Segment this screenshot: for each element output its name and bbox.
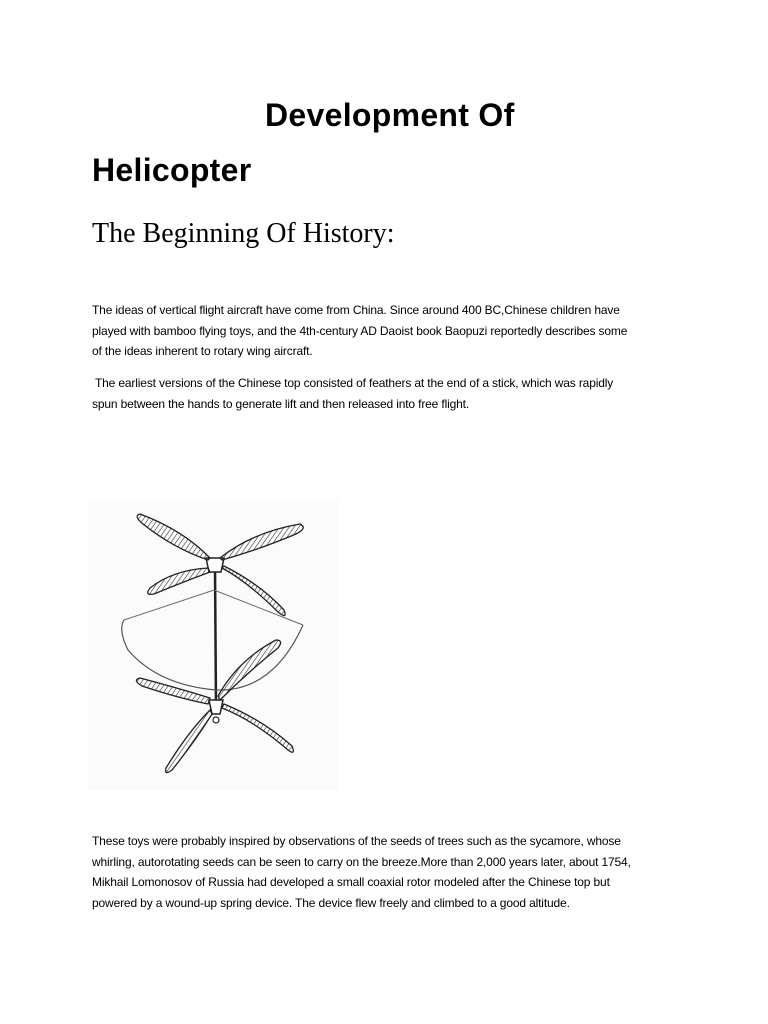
paragraph-1: [92, 300, 692, 362]
central-stick: [215, 568, 216, 708]
paragraph-2-line: The earliest versions of the Chinese top consisted of feathers at the end of a stick, which was rapidly: [92, 376, 614, 390]
paragraph-1-line: of the ideas inherent to rotary wing aircraft.: [92, 344, 313, 358]
paragraph-1-line: The ideas of vertical flight aircraft have come from China. Since around 400 BC,Chinese children have: [92, 303, 620, 317]
paragraph-3-line: Mikhail Lomonosov of Russia had developed a small coaxial rotor modeled after the Chinese top but: [92, 875, 610, 889]
paragraph-2-line: spun between the hands to generate lift and then released into free flight.: [92, 396, 470, 411]
paragraph-1-line: played with bamboo flying toys, and the 4th-century AD Daoist book Baopuzi reportedly describes some: [92, 323, 628, 338]
section-heading: The Beginning Of History:: [92, 218, 395, 249]
coaxial-feather-top-drawing: [88, 500, 338, 790]
paragraph-3-line: whirling, autorotating seeds can be seen to carry on the breeze.More than 2,000 years later, about 1754,: [92, 854, 631, 869]
page-title-line-2: Helicopter: [92, 152, 252, 188]
stick-tip: [213, 717, 219, 723]
page-title-line-1: Development Of: [265, 97, 515, 133]
paragraph-3-line: powered by a wound-up spring device. The device flew freely and climbed to a good altitude.: [92, 895, 570, 910]
paragraph-3: [92, 831, 692, 913]
paragraph-2: [92, 373, 692, 414]
bow-arc: [122, 620, 303, 690]
paragraph-3-line: These toys were probably inspired by observations of the seeds of trees such as the sycamore, whose: [92, 834, 621, 848]
chinese-top-illustration: [88, 500, 338, 790]
